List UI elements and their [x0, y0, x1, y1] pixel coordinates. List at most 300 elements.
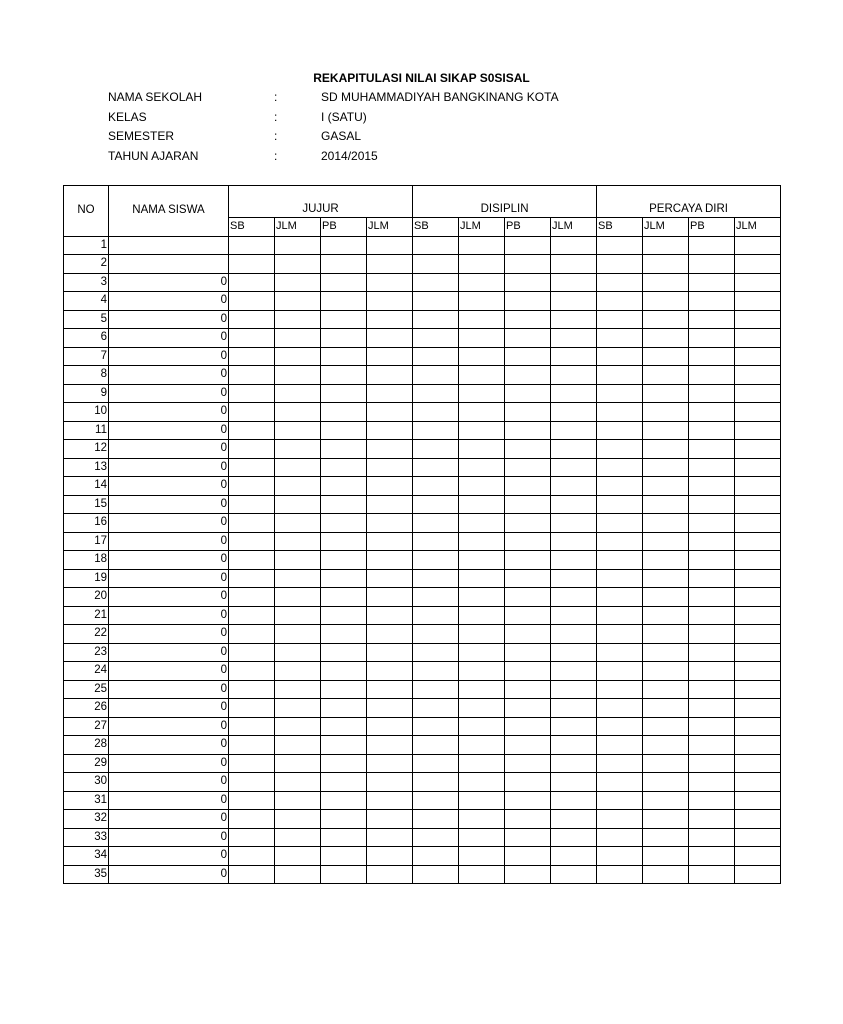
score-cell[interactable]: [689, 606, 735, 625]
score-cell[interactable]: [689, 569, 735, 588]
score-cell[interactable]: [413, 495, 459, 514]
score-cell[interactable]: [689, 643, 735, 662]
score-cell[interactable]: [459, 736, 505, 755]
score-cell[interactable]: [229, 292, 275, 311]
score-cell[interactable]: [459, 625, 505, 644]
score-cell[interactable]: [643, 347, 689, 366]
score-cell[interactable]: [551, 625, 597, 644]
score-cell[interactable]: [321, 569, 367, 588]
score-cell[interactable]: [275, 569, 321, 588]
score-cell[interactable]: [413, 440, 459, 459]
score-cell[interactable]: [459, 532, 505, 551]
score-cell[interactable]: [643, 865, 689, 884]
score-cell[interactable]: [689, 865, 735, 884]
score-cell[interactable]: [597, 588, 643, 607]
score-cell[interactable]: [551, 643, 597, 662]
score-cell[interactable]: [459, 680, 505, 699]
score-cell[interactable]: [689, 440, 735, 459]
score-cell[interactable]: [597, 699, 643, 718]
score-cell[interactable]: [597, 347, 643, 366]
score-cell[interactable]: [367, 569, 413, 588]
score-cell[interactable]: [275, 662, 321, 681]
score-cell[interactable]: [643, 255, 689, 274]
score-cell[interactable]: [367, 458, 413, 477]
score-cell[interactable]: [367, 329, 413, 348]
score-cell[interactable]: [229, 366, 275, 385]
score-cell[interactable]: [413, 532, 459, 551]
score-cell[interactable]: [367, 403, 413, 422]
score-cell[interactable]: [367, 643, 413, 662]
score-cell[interactable]: [597, 384, 643, 403]
score-cell[interactable]: [321, 662, 367, 681]
score-cell[interactable]: [597, 680, 643, 699]
score-cell[interactable]: [229, 791, 275, 810]
score-cell[interactable]: [229, 440, 275, 459]
score-cell[interactable]: [413, 828, 459, 847]
score-cell[interactable]: [505, 347, 551, 366]
score-cell[interactable]: [367, 865, 413, 884]
score-cell[interactable]: [689, 532, 735, 551]
score-cell[interactable]: [505, 255, 551, 274]
score-cell[interactable]: [735, 403, 781, 422]
score-cell[interactable]: [735, 329, 781, 348]
score-cell[interactable]: [413, 236, 459, 255]
score-cell[interactable]: [735, 366, 781, 385]
score-cell[interactable]: [735, 810, 781, 829]
score-cell[interactable]: [689, 625, 735, 644]
score-cell[interactable]: [597, 292, 643, 311]
score-cell[interactable]: [505, 514, 551, 533]
score-cell[interactable]: [643, 699, 689, 718]
score-cell[interactable]: [275, 495, 321, 514]
score-cell[interactable]: [459, 865, 505, 884]
score-cell[interactable]: [597, 643, 643, 662]
score-cell[interactable]: [229, 347, 275, 366]
score-cell[interactable]: [229, 865, 275, 884]
score-cell[interactable]: [275, 680, 321, 699]
score-cell[interactable]: [689, 273, 735, 292]
score-cell[interactable]: [551, 495, 597, 514]
score-cell[interactable]: [735, 236, 781, 255]
score-cell[interactable]: [275, 255, 321, 274]
score-cell[interactable]: [229, 699, 275, 718]
score-cell[interactable]: [643, 366, 689, 385]
score-cell[interactable]: [689, 662, 735, 681]
score-cell[interactable]: [459, 810, 505, 829]
score-cell[interactable]: [229, 828, 275, 847]
score-cell[interactable]: [505, 680, 551, 699]
score-cell[interactable]: [551, 773, 597, 792]
score-cell[interactable]: [275, 458, 321, 477]
score-cell[interactable]: [597, 236, 643, 255]
score-cell[interactable]: [459, 514, 505, 533]
score-cell[interactable]: [735, 606, 781, 625]
score-cell[interactable]: [321, 754, 367, 773]
score-cell[interactable]: [643, 514, 689, 533]
score-cell[interactable]: [689, 791, 735, 810]
score-cell[interactable]: [551, 791, 597, 810]
score-cell[interactable]: [413, 551, 459, 570]
score-cell[interactable]: [367, 717, 413, 736]
score-cell[interactable]: [597, 606, 643, 625]
score-cell[interactable]: [275, 810, 321, 829]
score-cell[interactable]: [459, 255, 505, 274]
score-cell[interactable]: [735, 384, 781, 403]
score-cell[interactable]: [413, 865, 459, 884]
score-cell[interactable]: [551, 588, 597, 607]
score-cell[interactable]: [321, 310, 367, 329]
score-cell[interactable]: [735, 865, 781, 884]
score-cell[interactable]: [275, 699, 321, 718]
score-cell[interactable]: [643, 477, 689, 496]
score-cell[interactable]: [229, 329, 275, 348]
score-cell[interactable]: [735, 699, 781, 718]
score-cell[interactable]: [597, 791, 643, 810]
score-cell[interactable]: [735, 532, 781, 551]
score-cell[interactable]: [505, 736, 551, 755]
score-cell[interactable]: [367, 310, 413, 329]
score-cell[interactable]: [459, 477, 505, 496]
score-cell[interactable]: [735, 754, 781, 773]
score-cell[interactable]: [321, 514, 367, 533]
score-cell[interactable]: [275, 366, 321, 385]
score-cell[interactable]: [459, 310, 505, 329]
score-cell[interactable]: [459, 717, 505, 736]
score-cell[interactable]: [597, 773, 643, 792]
score-cell[interactable]: [689, 828, 735, 847]
score-cell[interactable]: [413, 606, 459, 625]
score-cell[interactable]: [229, 236, 275, 255]
score-cell[interactable]: [735, 828, 781, 847]
score-cell[interactable]: [597, 458, 643, 477]
score-cell[interactable]: [505, 754, 551, 773]
score-cell[interactable]: [459, 366, 505, 385]
score-cell[interactable]: [275, 403, 321, 422]
score-cell[interactable]: [505, 865, 551, 884]
score-cell[interactable]: [413, 347, 459, 366]
score-cell[interactable]: [275, 384, 321, 403]
score-cell[interactable]: [689, 403, 735, 422]
score-cell[interactable]: [229, 458, 275, 477]
score-cell[interactable]: [321, 680, 367, 699]
score-cell[interactable]: [551, 347, 597, 366]
score-cell[interactable]: [689, 847, 735, 866]
score-cell[interactable]: [505, 662, 551, 681]
score-cell[interactable]: [643, 606, 689, 625]
score-cell[interactable]: [643, 292, 689, 311]
score-cell[interactable]: [321, 532, 367, 551]
score-cell[interactable]: [367, 588, 413, 607]
score-cell[interactable]: [551, 403, 597, 422]
score-cell[interactable]: [735, 643, 781, 662]
score-cell[interactable]: [643, 773, 689, 792]
score-cell[interactable]: [689, 477, 735, 496]
score-cell[interactable]: [735, 588, 781, 607]
score-cell[interactable]: [229, 588, 275, 607]
score-cell[interactable]: [321, 273, 367, 292]
score-cell[interactable]: [505, 329, 551, 348]
score-cell[interactable]: [275, 477, 321, 496]
score-cell[interactable]: [367, 477, 413, 496]
score-cell[interactable]: [551, 366, 597, 385]
score-cell[interactable]: [689, 717, 735, 736]
score-cell[interactable]: [551, 384, 597, 403]
score-cell[interactable]: [367, 514, 413, 533]
score-cell[interactable]: [229, 773, 275, 792]
score-cell[interactable]: [321, 717, 367, 736]
score-cell[interactable]: [735, 273, 781, 292]
score-cell[interactable]: [229, 680, 275, 699]
score-cell[interactable]: [321, 625, 367, 644]
score-cell[interactable]: [275, 532, 321, 551]
score-cell[interactable]: [229, 569, 275, 588]
score-cell[interactable]: [643, 625, 689, 644]
score-cell[interactable]: [505, 625, 551, 644]
score-cell[interactable]: [367, 255, 413, 274]
score-cell[interactable]: [367, 754, 413, 773]
score-cell[interactable]: [689, 347, 735, 366]
score-cell[interactable]: [643, 828, 689, 847]
score-cell[interactable]: [551, 865, 597, 884]
score-cell[interactable]: [643, 717, 689, 736]
score-cell[interactable]: [551, 662, 597, 681]
score-cell[interactable]: [229, 421, 275, 440]
score-cell[interactable]: [275, 292, 321, 311]
score-cell[interactable]: [689, 810, 735, 829]
score-cell[interactable]: [643, 643, 689, 662]
score-cell[interactable]: [321, 384, 367, 403]
score-cell[interactable]: [321, 255, 367, 274]
score-cell[interactable]: [689, 495, 735, 514]
score-cell[interactable]: [275, 643, 321, 662]
score-cell[interactable]: [459, 440, 505, 459]
score-cell[interactable]: [275, 606, 321, 625]
score-cell[interactable]: [505, 440, 551, 459]
score-cell[interactable]: [275, 791, 321, 810]
score-cell[interactable]: [689, 588, 735, 607]
score-cell[interactable]: [229, 847, 275, 866]
score-cell[interactable]: [229, 662, 275, 681]
score-cell[interactable]: [505, 810, 551, 829]
score-cell[interactable]: [689, 366, 735, 385]
score-cell[interactable]: [597, 865, 643, 884]
score-cell[interactable]: [551, 717, 597, 736]
score-cell[interactable]: [459, 329, 505, 348]
score-cell[interactable]: [459, 699, 505, 718]
score-cell[interactable]: [275, 514, 321, 533]
score-cell[interactable]: [459, 773, 505, 792]
score-cell[interactable]: [367, 551, 413, 570]
score-cell[interactable]: [275, 625, 321, 644]
score-cell[interactable]: [321, 699, 367, 718]
score-cell[interactable]: [321, 403, 367, 422]
score-cell[interactable]: [735, 458, 781, 477]
score-cell[interactable]: [229, 495, 275, 514]
score-cell[interactable]: [413, 736, 459, 755]
score-cell[interactable]: [597, 717, 643, 736]
score-cell[interactable]: [735, 847, 781, 866]
score-cell[interactable]: [735, 773, 781, 792]
score-cell[interactable]: [321, 791, 367, 810]
score-cell[interactable]: [459, 292, 505, 311]
score-cell[interactable]: [551, 458, 597, 477]
score-cell[interactable]: [643, 384, 689, 403]
score-cell[interactable]: [275, 847, 321, 866]
score-cell[interactable]: [505, 606, 551, 625]
score-cell[interactable]: [735, 717, 781, 736]
score-cell[interactable]: [505, 532, 551, 551]
score-cell[interactable]: [367, 662, 413, 681]
score-cell[interactable]: [321, 810, 367, 829]
score-cell[interactable]: [689, 773, 735, 792]
score-cell[interactable]: [551, 569, 597, 588]
score-cell[interactable]: [689, 255, 735, 274]
score-cell[interactable]: [459, 569, 505, 588]
score-cell[interactable]: [229, 514, 275, 533]
score-cell[interactable]: [229, 384, 275, 403]
score-cell[interactable]: [505, 847, 551, 866]
score-cell[interactable]: [735, 347, 781, 366]
score-cell[interactable]: [321, 773, 367, 792]
score-cell[interactable]: [551, 292, 597, 311]
score-cell[interactable]: [689, 699, 735, 718]
score-cell[interactable]: [597, 569, 643, 588]
score-cell[interactable]: [459, 273, 505, 292]
score-cell[interactable]: [229, 310, 275, 329]
score-cell[interactable]: [321, 477, 367, 496]
score-cell[interactable]: [321, 847, 367, 866]
score-cell[interactable]: [367, 440, 413, 459]
score-cell[interactable]: [505, 403, 551, 422]
score-cell[interactable]: [643, 662, 689, 681]
score-cell[interactable]: [505, 699, 551, 718]
score-cell[interactable]: [321, 458, 367, 477]
score-cell[interactable]: [735, 551, 781, 570]
score-cell[interactable]: [689, 236, 735, 255]
score-cell[interactable]: [505, 310, 551, 329]
score-cell[interactable]: [505, 273, 551, 292]
score-cell[interactable]: [229, 754, 275, 773]
score-cell[interactable]: [643, 810, 689, 829]
score-cell[interactable]: [643, 440, 689, 459]
score-cell[interactable]: [367, 421, 413, 440]
score-cell[interactable]: [459, 606, 505, 625]
score-cell[interactable]: [597, 366, 643, 385]
score-cell[interactable]: [413, 588, 459, 607]
score-cell[interactable]: [597, 403, 643, 422]
score-cell[interactable]: [459, 495, 505, 514]
score-cell[interactable]: [643, 754, 689, 773]
score-cell[interactable]: [735, 791, 781, 810]
score-cell[interactable]: [367, 736, 413, 755]
score-cell[interactable]: [735, 662, 781, 681]
score-cell[interactable]: [275, 310, 321, 329]
score-cell[interactable]: [413, 366, 459, 385]
score-cell[interactable]: [551, 847, 597, 866]
score-cell[interactable]: [689, 292, 735, 311]
score-cell[interactable]: [505, 366, 551, 385]
score-cell[interactable]: [551, 754, 597, 773]
score-cell[interactable]: [689, 421, 735, 440]
score-cell[interactable]: [367, 495, 413, 514]
score-cell[interactable]: [551, 532, 597, 551]
score-cell[interactable]: [367, 366, 413, 385]
score-cell[interactable]: [459, 588, 505, 607]
score-cell[interactable]: [459, 847, 505, 866]
score-cell[interactable]: [551, 514, 597, 533]
score-cell[interactable]: [551, 606, 597, 625]
score-cell[interactable]: [643, 680, 689, 699]
score-cell[interactable]: [367, 791, 413, 810]
score-cell[interactable]: [689, 754, 735, 773]
score-cell[interactable]: [597, 514, 643, 533]
score-cell[interactable]: [321, 366, 367, 385]
score-cell[interactable]: [505, 495, 551, 514]
score-cell[interactable]: [413, 847, 459, 866]
score-cell[interactable]: [321, 495, 367, 514]
score-cell[interactable]: [505, 477, 551, 496]
score-cell[interactable]: [229, 625, 275, 644]
score-cell[interactable]: [643, 421, 689, 440]
score-cell[interactable]: [597, 329, 643, 348]
score-cell[interactable]: [367, 532, 413, 551]
score-cell[interactable]: [505, 569, 551, 588]
score-cell[interactable]: [689, 329, 735, 348]
score-cell[interactable]: [551, 680, 597, 699]
score-cell[interactable]: [689, 458, 735, 477]
score-cell[interactable]: [367, 347, 413, 366]
score-cell[interactable]: [275, 273, 321, 292]
score-cell[interactable]: [459, 643, 505, 662]
score-cell[interactable]: [505, 588, 551, 607]
score-cell[interactable]: [413, 625, 459, 644]
score-cell[interactable]: [229, 477, 275, 496]
score-cell[interactable]: [597, 551, 643, 570]
score-cell[interactable]: [505, 236, 551, 255]
score-cell[interactable]: [229, 810, 275, 829]
score-cell[interactable]: [551, 440, 597, 459]
score-cell[interactable]: [643, 847, 689, 866]
score-cell[interactable]: [321, 329, 367, 348]
score-cell[interactable]: [367, 773, 413, 792]
score-cell[interactable]: [551, 273, 597, 292]
score-cell[interactable]: [597, 440, 643, 459]
score-cell[interactable]: [275, 329, 321, 348]
score-cell[interactable]: [597, 736, 643, 755]
score-cell[interactable]: [459, 791, 505, 810]
score-cell[interactable]: [735, 569, 781, 588]
score-cell[interactable]: [321, 643, 367, 662]
score-cell[interactable]: [459, 662, 505, 681]
score-cell[interactable]: [413, 569, 459, 588]
score-cell[interactable]: [551, 477, 597, 496]
score-cell[interactable]: [551, 421, 597, 440]
score-cell[interactable]: [367, 625, 413, 644]
score-cell[interactable]: [551, 551, 597, 570]
score-cell[interactable]: [735, 495, 781, 514]
score-cell[interactable]: [459, 421, 505, 440]
score-cell[interactable]: [413, 292, 459, 311]
score-cell[interactable]: [735, 421, 781, 440]
score-cell[interactable]: [275, 828, 321, 847]
score-cell[interactable]: [367, 273, 413, 292]
score-cell[interactable]: [413, 791, 459, 810]
score-cell[interactable]: [689, 680, 735, 699]
score-cell[interactable]: [459, 458, 505, 477]
score-cell[interactable]: [551, 810, 597, 829]
score-cell[interactable]: [505, 421, 551, 440]
score-cell[interactable]: [551, 236, 597, 255]
